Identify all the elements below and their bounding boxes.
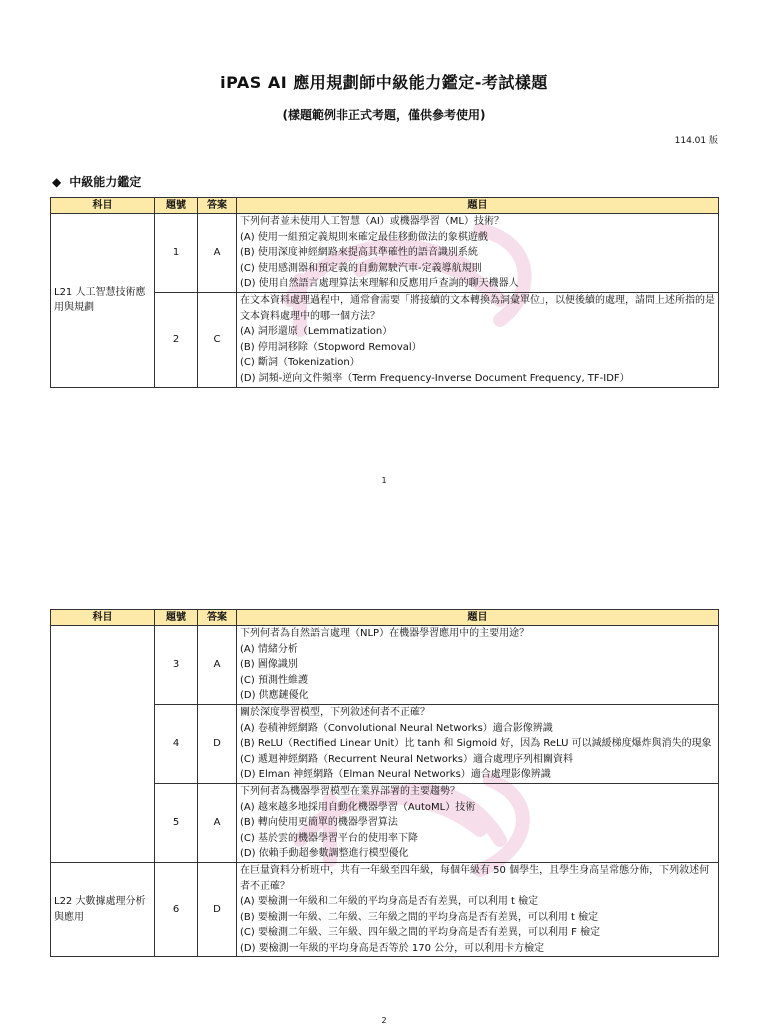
question-answer: A — [198, 626, 237, 705]
option-b: (B) 轉向使用更簡單的機器學習算法 — [240, 817, 398, 829]
question-number: 3 — [155, 626, 198, 705]
page-number: 2 — [381, 1016, 387, 1025]
table-header-row — [51, 198, 719, 214]
question-table — [50, 197, 719, 388]
subject-cell — [51, 626, 155, 863]
question-answer: A — [198, 214, 237, 293]
question-cell — [237, 292, 719, 387]
question-stem: 下列何者並未使用人工智慧（AI）或機器學習（ML）技術？ — [240, 216, 504, 227]
option-c: (C) 使用感測器和預定義的自動駕駛汽車-定義導航規則 — [240, 262, 482, 274]
header-number: 題號 — [155, 610, 198, 626]
option-d: (D) 使用自然語言處理算法來理解和反應用戶查詢的聊天機器人 — [240, 278, 519, 290]
question-answer: D — [198, 862, 237, 957]
option-a: (A) 詞形還原（Lemmatization） — [240, 326, 393, 338]
question-number: 6 — [155, 862, 198, 957]
table-row — [51, 626, 719, 705]
option-d: (D) 供應鏈優化 — [240, 690, 309, 702]
question-answer: D — [198, 704, 237, 783]
header-question: 題目 — [237, 610, 719, 626]
question-number: 1 — [155, 214, 198, 293]
question-cell — [237, 704, 719, 783]
option-c: (C) 遞迴神經網路（Recurrent Neural Networks）適合處理序列相關資料 — [240, 753, 573, 765]
question-stem: 下列何者為自然語言處理（NLP）在機器學習應用中的主要用途？ — [240, 628, 530, 639]
option-b: (B) ReLU（Rectified Linear Unit）比 tanh 和 Sigmoid 好，因為 ReLU 可以減緩梯度爆炸與消失的現象 — [240, 738, 712, 750]
section-heading-text: 中級能力鑑定 — [69, 175, 142, 189]
option-c: (C) 斷詞（Tokenization） — [240, 357, 360, 369]
option-b: (B) 停用詞移除（Stopword Removal） — [240, 341, 422, 353]
question-number: 4 — [155, 704, 198, 783]
option-b: (B) 圖像識別 — [240, 659, 298, 671]
question-answer: C — [198, 292, 237, 387]
question-stem: 關於深度學習模型，下列敘述何者不正確？ — [240, 706, 430, 718]
option-c: (C) 基於雲的機器學習平台的使用率下降 — [240, 832, 418, 844]
question-number: 5 — [155, 783, 198, 862]
table-row — [51, 862, 719, 957]
option-d: (D) 要檢測一年級的平均身高是否等於 170 公分，可以利用卡方檢定 — [240, 942, 545, 954]
option-a: (A) 情緒分析 — [240, 643, 298, 655]
question-number: 2 — [155, 292, 198, 387]
option-b: (B) 使用深度神經網路來提高其準確性的語音識別系統 — [240, 247, 478, 259]
question-cell — [237, 862, 719, 957]
header-question: 題目 — [237, 198, 719, 214]
table-header-row — [51, 610, 719, 626]
header-number: 題號 — [155, 198, 198, 214]
question-cell — [237, 626, 719, 705]
subject-cell: L21 人工智慧技術應用與規劃 — [51, 214, 155, 388]
header-subject: 科目 — [51, 198, 155, 214]
option-b: (B) 要檢測一年級、二年級、三年級之間的平均身高是否有差異，可以利用 t 檢定 — [240, 911, 599, 923]
section-heading — [52, 173, 141, 190]
option-d: (D) Elman 神經網路（Elman Neural Networks）適合處理影像辨識 — [240, 769, 551, 781]
version-label: 114.01 版 — [674, 136, 718, 146]
page-subtitle: (樣題範例非正式考題，僅供參考使用) — [282, 108, 486, 122]
question-table — [50, 609, 719, 957]
page-number: 1 — [381, 476, 387, 485]
question-cell — [237, 214, 719, 293]
question-cell — [237, 783, 719, 862]
diamond-bullet-icon: ◆ — [52, 175, 62, 189]
option-c: (C) 預測性維護 — [240, 674, 308, 686]
header-answer: 答案 — [198, 610, 237, 626]
header-subject: 科目 — [51, 610, 155, 626]
option-d: (D) 依賴手動超參數調整進行模型優化 — [240, 848, 409, 860]
option-d: (D) 詞頻-逆向文件頻率（Term Frequency-Inverse Document Frequency, TF-IDF） — [240, 372, 630, 384]
option-c: (C) 要檢測二年級、三年級、四年級之間的平均身高是否有差異，可以利用 F 檢定 — [240, 927, 601, 939]
option-a: (A) 使用一組預定義規則來確定最佳移動做法的象棋遊戲 — [240, 231, 488, 243]
subject-cell: L22 大數據處理分析與應用 — [51, 862, 155, 957]
page-title: iPAS AI 應用規劃師中級能力鑑定-考試樣題 — [220, 73, 548, 92]
option-a: (A) 要檢測一年級和二年級的平均身高是否有差異，可以利用 t 檢定 — [240, 896, 539, 908]
question-stem: 在文本資料處理過程中，通常會需要「將接續的文本轉換為詞彙單位」，以便後續的處理，請問上述所指的是文本資料處理中的哪一個方法？ — [240, 294, 715, 322]
header-answer: 答案 — [198, 198, 237, 214]
question-answer: A — [198, 783, 237, 862]
question-stem: 下列何者為機器學習模型在業界部署的主要趨勢？ — [240, 785, 460, 797]
option-a: (A) 卷積神經網路（Convolutional Neural Networks）適合影像辨識 — [240, 722, 553, 734]
question-stem: 在巨量資料分析班中，共有一年級至四年級，每個年級有 50 個學生，且學生身高呈常態分佈，下列敘述何者不正確？ — [240, 864, 710, 892]
table-row — [51, 214, 719, 293]
option-a: (A) 越來越多地採用自動化機器學習（AutoML）技術 — [240, 801, 476, 813]
